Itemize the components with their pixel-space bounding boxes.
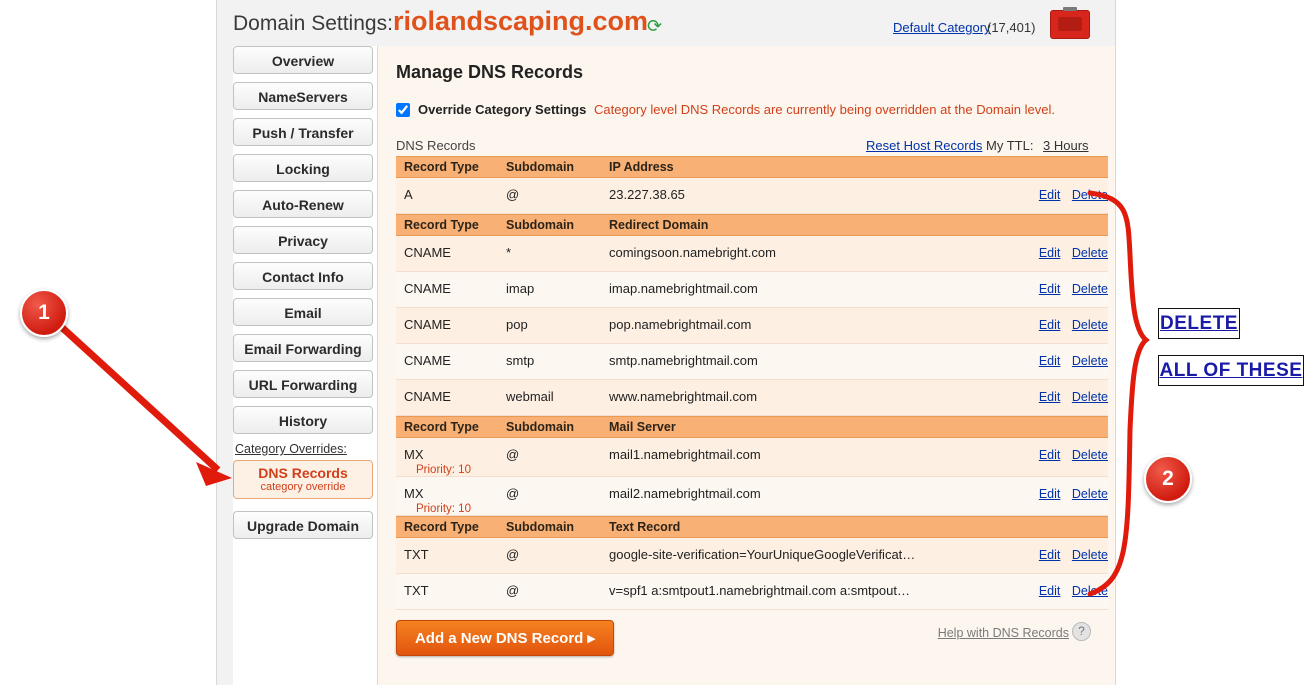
cell-value: pop.namebrightmail.com	[609, 317, 752, 332]
cell-record-type: CNAME	[404, 353, 451, 368]
row-actions	[1031, 188, 1108, 202]
domain-name: riolandscaping.com	[393, 6, 649, 36]
page-title: Manage DNS Records	[396, 62, 584, 82]
cell-subdomain: imap	[506, 281, 535, 296]
cell-value: 23.227.38.65	[609, 187, 685, 202]
cell-record-type: CNAME	[404, 281, 451, 296]
annotation-callout-all-of-these: ALL OF THESE	[1158, 355, 1304, 386]
table-row	[396, 272, 1108, 308]
cell-record-type: TXT	[404, 547, 429, 562]
cell-value: mail1.namebrightmail.com	[609, 447, 761, 462]
sidebar-item-dns-records-title: DNS Records	[258, 465, 348, 481]
cell-value: smtp.namebrightmail.com	[609, 353, 758, 368]
cell-subdomain: pop	[506, 317, 528, 332]
sidebar-item-overview[interactable]: Overview	[233, 46, 373, 74]
table-row	[396, 477, 1108, 516]
override-settings-row	[396, 102, 1076, 120]
cell-value: google-site-verification=YourUniqueGoogleVerificat…	[609, 547, 916, 562]
edit-link[interactable]: Edit	[1038, 390, 1061, 404]
reset-host-records-link[interactable]: Reset Host Records	[866, 138, 983, 153]
sidebar-item-auto-renew[interactable]: Auto-Renew	[233, 190, 373, 218]
default-category-link[interactable]: Default Category	[893, 20, 991, 35]
dns-records-caption: DNS Records	[396, 138, 476, 153]
table-row	[396, 574, 1108, 610]
row-actions	[1031, 584, 1108, 598]
annotation-callout-delete: DELETE	[1158, 308, 1240, 339]
row-actions	[1031, 448, 1108, 462]
cell-record-type	[396, 438, 506, 476]
edit-link[interactable]: Edit	[1038, 246, 1061, 260]
row-actions	[1031, 487, 1108, 501]
domain-settings-window	[216, 0, 1116, 685]
table-header-row	[396, 156, 1108, 178]
page-title-prefix: Domain Settings:	[233, 12, 393, 35]
table-row	[396, 380, 1108, 416]
cell-value: comingsoon.namebright.com	[609, 245, 776, 260]
column-header-value: IP Address	[609, 160, 674, 174]
column-header-record-type: Record Type	[404, 520, 479, 534]
table-header-row	[396, 416, 1108, 438]
cell-value: v=spf1 a:smtpout1.namebrightmail.com a:smtpout…	[609, 583, 910, 598]
edit-link[interactable]: Edit	[1038, 282, 1061, 296]
column-header-record-type: Record Type	[404, 218, 479, 232]
delete-link[interactable]: Delete	[1071, 188, 1108, 202]
override-status-note: Category level DNS Records are currently being overridden at the Domain level.	[594, 102, 1055, 117]
sidebar-item-dns-records[interactable]	[233, 460, 373, 499]
cell-subdomain: @	[506, 583, 520, 598]
trash-lid	[1063, 7, 1077, 11]
delete-link[interactable]: Delete	[1071, 584, 1108, 598]
delete-link[interactable]: Delete	[1071, 548, 1108, 562]
column-header-value: Redirect Domain	[609, 218, 709, 232]
table-row	[396, 236, 1108, 272]
cell-record-type: TXT	[404, 583, 429, 598]
edit-link[interactable]: Edit	[1038, 354, 1061, 368]
edit-link[interactable]: Edit	[1038, 188, 1061, 202]
cell-subdomain: @	[506, 187, 520, 202]
cell-value: imap.namebrightmail.com	[609, 281, 758, 296]
cell-subdomain: smtp	[506, 353, 535, 368]
sidebar-item-history[interactable]: History	[233, 406, 373, 434]
cell-subdomain: *	[506, 245, 512, 260]
sidebar-item-nameservers[interactable]: NameServers	[233, 82, 373, 110]
table-row	[396, 538, 1108, 574]
dns-records-table	[396, 156, 1108, 610]
cell-record-type: CNAME	[404, 317, 451, 332]
delete-link[interactable]: Delete	[1071, 282, 1108, 296]
column-header-subdomain: Subdomain	[506, 420, 575, 434]
delete-link[interactable]: Delete	[1071, 354, 1108, 368]
help-icon[interactable]: ?	[1072, 622, 1091, 641]
sidebar-item-dns-records-subtitle: category override	[260, 481, 346, 493]
cell-record-type: A	[404, 187, 413, 202]
sidebar-item-privacy[interactable]: Privacy	[233, 226, 373, 254]
cell-record-type: CNAME	[404, 389, 451, 404]
delete-link[interactable]: Delete	[1071, 390, 1108, 404]
trash-body	[1058, 17, 1082, 31]
cell-value: www.namebrightmail.com	[609, 389, 758, 404]
column-header-subdomain: Subdomain	[506, 520, 575, 534]
table-row	[396, 344, 1108, 380]
column-header-subdomain: Subdomain	[506, 160, 575, 174]
trash-icon[interactable]	[1050, 10, 1090, 39]
delete-link[interactable]: Delete	[1071, 448, 1108, 462]
edit-link[interactable]: Edit	[1038, 584, 1061, 598]
table-header-row	[396, 516, 1108, 538]
category-overrides-label: Category Overrides:	[235, 442, 347, 456]
cell-subdomain: @	[506, 447, 520, 462]
sidebar-item-locking[interactable]: Locking	[233, 154, 373, 182]
cell-priority: Priority: 10	[416, 464, 471, 476]
override-category-settings-label: Override Category Settings	[418, 102, 587, 117]
table-row	[396, 308, 1108, 344]
row-actions	[1031, 390, 1108, 404]
column-header-record-type: Record Type	[404, 160, 479, 174]
category-count: (17,401)	[987, 20, 1036, 35]
cell-subdomain: @	[506, 547, 520, 562]
delete-link[interactable]: Delete	[1071, 487, 1108, 501]
sidebar-item-email[interactable]: Email	[233, 298, 373, 326]
window-header	[217, 0, 1115, 47]
cell-subdomain: webmail	[506, 389, 554, 404]
column-header-record-type: Record Type	[404, 420, 479, 434]
ttl-value[interactable]: 3 Hours	[1043, 138, 1089, 153]
override-category-settings-checkbox[interactable]	[396, 103, 410, 117]
sidebar-item-contact-info[interactable]: Contact Info	[233, 262, 373, 290]
row-actions	[1031, 282, 1108, 296]
add-new-dns-record-button[interactable]: Add a New DNS Record ▸	[396, 620, 614, 656]
delete-link[interactable]: Delete	[1071, 246, 1108, 260]
table-row	[396, 438, 1108, 477]
row-actions	[1031, 318, 1108, 332]
delete-link[interactable]: Delete	[1071, 318, 1108, 332]
table-header-row	[396, 214, 1108, 236]
row-actions	[1031, 354, 1108, 368]
table-row	[396, 178, 1108, 214]
edit-link[interactable]: Edit	[1038, 318, 1061, 332]
annotation-badge-2: 2	[1144, 455, 1192, 503]
cell-record-type	[396, 477, 506, 515]
cell-record-type-text: MX	[404, 486, 424, 501]
cell-subdomain: @	[506, 486, 520, 501]
annotation-badge-1: 1	[20, 289, 68, 337]
main-panel	[377, 46, 1115, 685]
ttl-label: My TTL:	[986, 138, 1034, 153]
cell-record-type: CNAME	[404, 245, 451, 260]
help-with-dns-records-link[interactable]: Help with DNS Records	[937, 626, 1069, 640]
row-actions	[1031, 246, 1108, 260]
sidebar-item-push-transfer[interactable]: Push / Transfer	[233, 118, 373, 146]
edit-link[interactable]: Edit	[1038, 487, 1061, 501]
row-actions	[1031, 548, 1108, 562]
column-header-value: Mail Server	[609, 420, 676, 434]
sidebar-item-upgrade-domain[interactable]: Upgrade Domain	[233, 511, 373, 539]
sidebar-item-email-forwarding[interactable]: Email Forwarding	[233, 334, 373, 362]
cell-priority: Priority: 10	[416, 503, 471, 515]
column-header-value: Text Record	[609, 520, 681, 534]
sidebar	[233, 46, 390, 685]
column-header-subdomain: Subdomain	[506, 218, 575, 232]
edit-link[interactable]: Edit	[1038, 448, 1061, 462]
refresh-icon[interactable]: ⟳	[647, 16, 663, 36]
cell-value: mail2.namebrightmail.com	[609, 486, 761, 501]
sidebar-item-url-forwarding[interactable]: URL Forwarding	[233, 370, 373, 398]
cell-record-type-text: MX	[404, 447, 424, 462]
edit-link[interactable]: Edit	[1038, 548, 1061, 562]
